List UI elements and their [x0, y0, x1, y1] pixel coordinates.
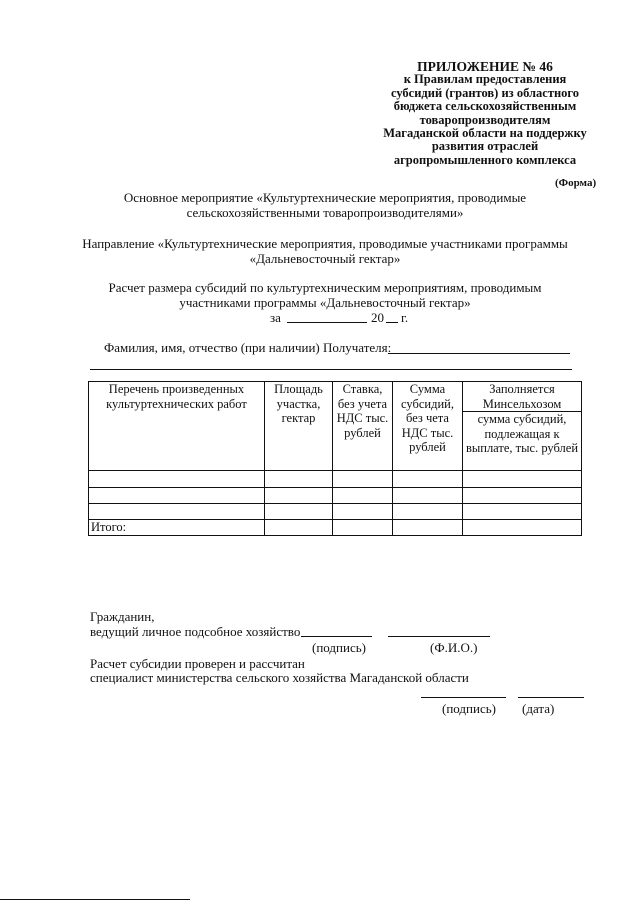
appendix-line: Магаданской области на поддержку: [383, 126, 587, 141]
header-works: Перечень произведенных культуртехнических работ: [89, 382, 265, 471]
appendix-line: к Правилам предоставления: [403, 72, 567, 87]
sign-caption-2: (подпись): [442, 701, 496, 716]
sign-caption: (подпись): [312, 640, 366, 655]
direction: [40, 236, 610, 266]
subsidy-table: [88, 381, 582, 536]
appendix-line: бюджета сельскохозяйственным: [393, 99, 577, 114]
table-cell[interactable]: [265, 471, 333, 488]
appendix-title: ПРИЛОЖЕНИЕ № 46: [417, 59, 553, 74]
direction-line: «Дальневосточный гектар»: [249, 251, 401, 266]
date-caption: (дата): [522, 701, 555, 716]
calc-title: [40, 280, 610, 310]
table-cell[interactable]: [333, 488, 393, 504]
table-cell[interactable]: [463, 520, 582, 536]
footnote-separator: [0, 899, 190, 900]
table-cell[interactable]: [89, 504, 265, 520]
header-area: Площадь участка, гектар: [265, 382, 333, 471]
calc-line: Расчет размера субсидий по культуртехническим мероприятиям, проводимым: [108, 280, 542, 295]
recipient-name-blank-2[interactable]: [90, 369, 572, 370]
citizen-line-2: ведущий личное подсобное хозяйство: [90, 624, 301, 639]
appendix-header: [360, 60, 610, 167]
main-event: [40, 190, 610, 220]
recipient-name-blank[interactable]: [388, 353, 570, 354]
period-date-blank[interactable]: [287, 322, 367, 323]
table-cell[interactable]: [89, 471, 265, 488]
table-cell[interactable]: [333, 504, 393, 520]
total-label: Итого:: [89, 520, 265, 536]
recipient-label: Фамилия, имя, отчество (при наличии) Получателя:: [104, 340, 392, 355]
citizen-signature-blank[interactable]: [301, 636, 372, 637]
table-cell[interactable]: [393, 504, 463, 520]
table-row: [89, 504, 582, 520]
main-event-line: сельскохозяйственными товаропроизводителями»: [186, 205, 464, 220]
table-row: [89, 471, 582, 488]
period-year-blank[interactable]: [386, 322, 398, 323]
fio-caption: (Ф.И.О.): [430, 640, 478, 655]
table-row: [89, 488, 582, 504]
header-sum: Сумма субсидий, без чета НДС тыс. рублей: [393, 382, 463, 471]
citizen-line-1: Гражданин,: [90, 609, 155, 624]
appendix-line: развития отраслей: [431, 139, 539, 154]
table-cell[interactable]: [333, 520, 393, 536]
direction-line: Направление «Культуртехнические мероприятия, проводимые участниками программы: [82, 236, 568, 251]
table-cell[interactable]: [463, 471, 582, 488]
table-cell[interactable]: [463, 488, 582, 504]
form-label: (Форма): [555, 177, 597, 189]
table-cell[interactable]: [393, 471, 463, 488]
main-event-line: Основное мероприятие «Культуртехнические мероприятия, проводимые: [123, 190, 527, 205]
calc-line: участниками программы «Дальневосточный гектар»: [179, 295, 471, 310]
total-row: [89, 520, 582, 536]
period-prefix: за: [270, 310, 281, 325]
table-cell[interactable]: [333, 471, 393, 488]
appendix-line: товаропроизводителям: [419, 112, 551, 127]
header-rate: Ставка, без учета НДС тыс. рублей: [333, 382, 393, 471]
table-cell[interactable]: [393, 488, 463, 504]
citizen-fio-blank[interactable]: [388, 636, 490, 637]
checked-line-1: Расчет субсидии проверен и рассчитан: [90, 656, 305, 671]
table-cell[interactable]: [265, 488, 333, 504]
specialist-signature-blank[interactable]: [421, 697, 506, 698]
specialist-date-blank[interactable]: [518, 697, 584, 698]
table-cell[interactable]: [463, 504, 582, 520]
table-cell[interactable]: [393, 520, 463, 536]
table-cell[interactable]: [265, 520, 333, 536]
period-year: 20: [371, 310, 384, 325]
appendix-line: агропромышленного комплекса: [393, 152, 577, 167]
header-ministry: Заполняется Минсельхозом: [463, 382, 582, 412]
table-cell[interactable]: [89, 488, 265, 504]
header-payable: сумма субсидий, подлежащая к выплате, тыс. рублей: [463, 412, 582, 471]
checked-line-2: специалист министерства сельского хозяйства Магаданской области: [90, 670, 469, 685]
appendix-line: субсидий (грантов) из областного: [390, 85, 580, 100]
table-cell[interactable]: [265, 504, 333, 520]
period-suffix: г.: [401, 310, 409, 325]
